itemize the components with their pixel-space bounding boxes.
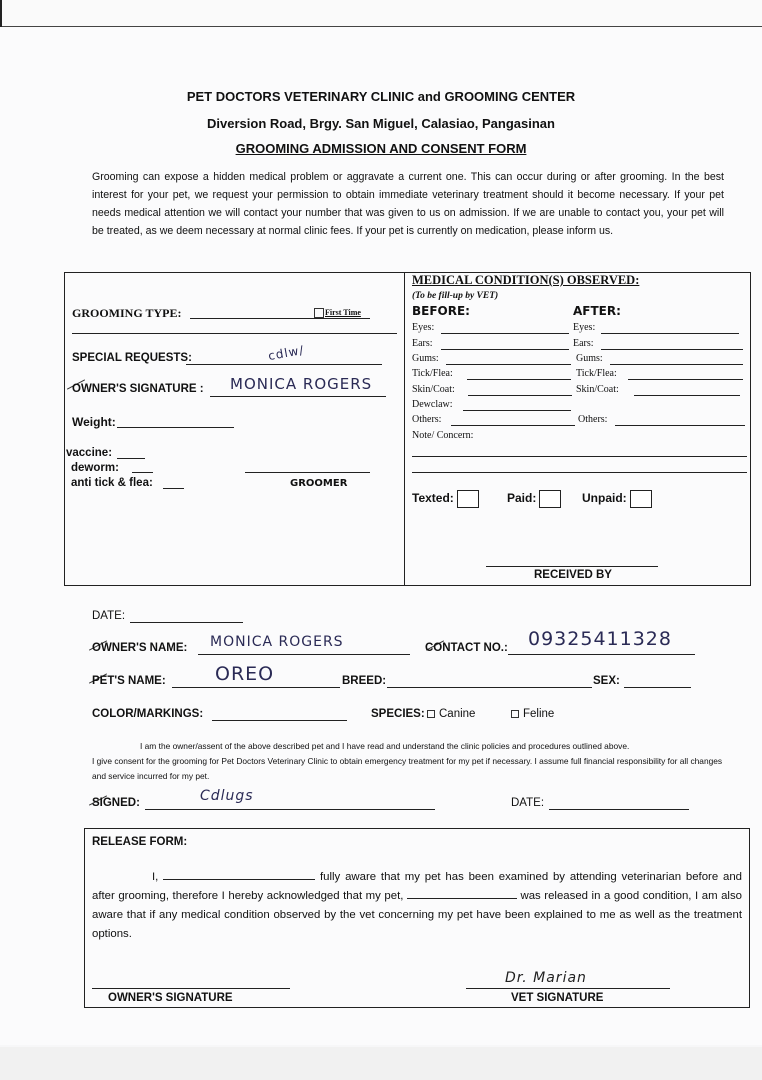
before-others-input[interactable] (451, 425, 575, 426)
before-dewclaw-input[interactable] (463, 410, 571, 411)
initials-scribble: cdlw/ (267, 342, 306, 364)
pet-name-value: OREO (215, 663, 275, 685)
before-gums-input[interactable] (446, 364, 571, 365)
feline-checkbox[interactable] (511, 710, 519, 718)
received-by-line[interactable] (486, 566, 658, 567)
pet-name-label: PET'S NAME: (92, 675, 166, 687)
sex-input[interactable] (624, 687, 691, 688)
note-line-2[interactable] (412, 472, 747, 473)
release-owner-name-input[interactable] (163, 868, 315, 880)
after-gums-input[interactable] (610, 364, 743, 365)
clinic-name: PET DOCTORS VETERINARY CLINIC and GROOMING CENTER (186, 89, 576, 104)
release-text-part1: fully aware that my pet has been examined by attending veterinarian before and after grooming, therefore I hereby acknowledged that my pet, (92, 871, 742, 902)
after-ears-label: Ears: (573, 338, 594, 349)
vaccine-input[interactable] (117, 458, 145, 459)
after-skin-label: Skin/Coat: (576, 384, 619, 395)
contact-label: CONTACT NO.: (425, 642, 508, 654)
paid-option[interactable] (507, 490, 561, 508)
groomer-label: GROOMER (290, 478, 348, 489)
pet-name-input[interactable] (172, 687, 340, 688)
sex-label: SEX: (593, 675, 620, 687)
vet-signature-line[interactable] (466, 988, 670, 989)
after-eyes-label: Eyes: (573, 322, 596, 333)
anti-tick-input[interactable] (163, 488, 184, 489)
consent-line-1: I am the owner/assent of the above described pet and I have read and understand the clinic policies and procedures outlined above. (140, 741, 630, 751)
deworm-label: deworm: (71, 462, 119, 474)
texted-checkbox[interactable] (457, 490, 479, 508)
breed-input[interactable] (387, 687, 592, 688)
note-concern-label: Note/ Concern: (412, 430, 474, 441)
before-ears-label: Ears: (412, 338, 433, 349)
before-label: BEFORE: (412, 304, 470, 318)
consent-paragraph (92, 739, 728, 784)
after-tick-label: Tick/Flea: (576, 368, 617, 379)
before-eyes-label: Eyes: (412, 322, 435, 333)
clinic-address: Diversion Road, Brgy. San Miguel, Calasiao, Pangasinan (207, 116, 555, 131)
texted-option[interactable] (412, 490, 479, 508)
before-skin-input[interactable] (468, 395, 572, 396)
special-requests-input[interactable] (186, 364, 382, 365)
vaccine-label: vaccine: (66, 447, 113, 459)
before-ears-input[interactable] (441, 349, 569, 350)
release-paragraph (92, 868, 742, 944)
species-feline-option[interactable] (511, 708, 554, 720)
after-others-input[interactable] (615, 425, 745, 426)
form-title: GROOMING ADMISSION AND CONSENT FORM (235, 141, 527, 156)
after-skin-input[interactable] (634, 395, 740, 396)
date-label: DATE: (92, 610, 126, 622)
weight-label: Weight: (72, 415, 116, 429)
texted-label: Texted: (412, 491, 454, 506)
medical-subtitle: (To be fill-up by VET) (412, 291, 499, 301)
deworm-input[interactable] (132, 472, 153, 473)
after-eyes-input[interactable] (601, 333, 739, 334)
intro-paragraph: Grooming can expose a hidden medical problem or aggravate a current one. This can occur during or after grooming. In the best interest for your pet, we request your permission to obtain immediate veterinary treatment should it become necessary. If your pet needs medical attention we will contact your number that was given to us on admission. If we are unable to contact you, your pet will be treated, as we deem necessary at normal clinic fees. If your pet is currently on medication, please inform us. (92, 171, 724, 237)
species-label: SPECIES: (371, 708, 425, 720)
special-requests-label: SPECIAL REQUESTS: (72, 352, 192, 364)
box-divider (404, 272, 405, 586)
species-canine-option[interactable] (427, 708, 475, 720)
signed-value: Cdlugs (200, 788, 254, 804)
color-markings-input[interactable] (212, 720, 347, 721)
feline-label: Feline (523, 708, 555, 720)
scan-bottom-strip (0, 1047, 762, 1080)
received-by-label: RECEIVED BY (534, 569, 612, 581)
note-line-1[interactable] (412, 456, 747, 457)
vet-signature-value: Dr. Marian (505, 970, 587, 986)
consent-line-rest: I give consent for the grooming for Pet Doctors Veterinary Clinic to obtain emergency treatment for my pet if necessary. I assume full financial responsibility for all changes and service incurred for my pet. (92, 756, 723, 781)
canine-checkbox[interactable] (427, 710, 435, 718)
canine-label: Canine (439, 708, 476, 720)
signed-date-label: DATE: (511, 797, 545, 809)
contact-input[interactable] (508, 654, 695, 655)
release-owner-signature-label: OWNER'S SIGNATURE (108, 992, 233, 1004)
before-tick-label: Tick/Flea: (412, 368, 453, 379)
unpaid-label: Unpaid: (582, 491, 627, 506)
signed-label: SIGNED: (92, 797, 140, 809)
after-tick-input[interactable] (628, 379, 743, 380)
vet-signature-label: VET SIGNATURE (511, 992, 604, 1004)
release-text-part2: was released in a good condition, I am also aware that if any medical condition observed by the vet concerning my pet have been explained to me as well as the treatment options. (92, 890, 742, 940)
first-time-label: First Time (325, 308, 361, 317)
grooming-type-second-line[interactable] (72, 333, 397, 334)
before-gums-label: Gums: (412, 353, 439, 364)
unpaid-checkbox[interactable] (630, 490, 652, 508)
scan-top-edge (0, 0, 762, 27)
paid-checkbox[interactable] (539, 490, 561, 508)
owner-signature-label: OWNER'S SIGNATURE : (72, 383, 204, 395)
first-time-checkbox[interactable] (314, 308, 324, 318)
owner-name-value: MONICA ROGERS (210, 634, 344, 650)
contact-value: 09325411328 (528, 628, 672, 650)
date-input[interactable] (130, 622, 243, 623)
scan-left-edge (0, 0, 2, 27)
before-tick-input[interactable] (467, 379, 571, 380)
unpaid-option[interactable] (582, 490, 652, 508)
release-pet-name-input[interactable] (407, 887, 517, 899)
release-i: I, (152, 871, 159, 883)
grooming-type-label: GROOMING TYPE: (72, 306, 182, 320)
signed-input[interactable] (145, 809, 435, 810)
after-ears-input[interactable] (601, 349, 743, 350)
breed-label: BREED: (342, 675, 387, 687)
release-owner-signature-line[interactable] (92, 988, 290, 989)
color-markings-label: COLOR/MARKINGS: (92, 708, 204, 720)
owner-name-input[interactable] (198, 654, 410, 655)
signed-date-input[interactable] (549, 809, 689, 810)
before-eyes-input[interactable] (441, 333, 569, 334)
owner-name-label: OWNER'S NAME: (92, 642, 188, 654)
after-gums-label: Gums: (576, 353, 603, 364)
groomer-signature-line[interactable] (245, 472, 370, 473)
owner-signature-value: MONICA ROGERS (230, 375, 373, 393)
after-others-label: Others: (578, 414, 608, 425)
weight-input[interactable] (117, 427, 234, 428)
paid-label: Paid: (507, 491, 537, 506)
anti-tick-label: anti tick & flea: (71, 477, 153, 489)
medical-title: MEDICAL CONDITION(S) OBSERVED: (412, 273, 640, 287)
after-label: AFTER: (573, 304, 621, 318)
before-skin-label: Skin/Coat: (412, 384, 455, 395)
before-others-label: Others: (412, 414, 442, 425)
first-time-option[interactable] (314, 308, 361, 318)
owner-signature-input[interactable] (210, 396, 386, 397)
before-dewclaw-label: Dewclaw: (412, 399, 453, 410)
release-form-title: RELEASE FORM: (92, 836, 188, 848)
